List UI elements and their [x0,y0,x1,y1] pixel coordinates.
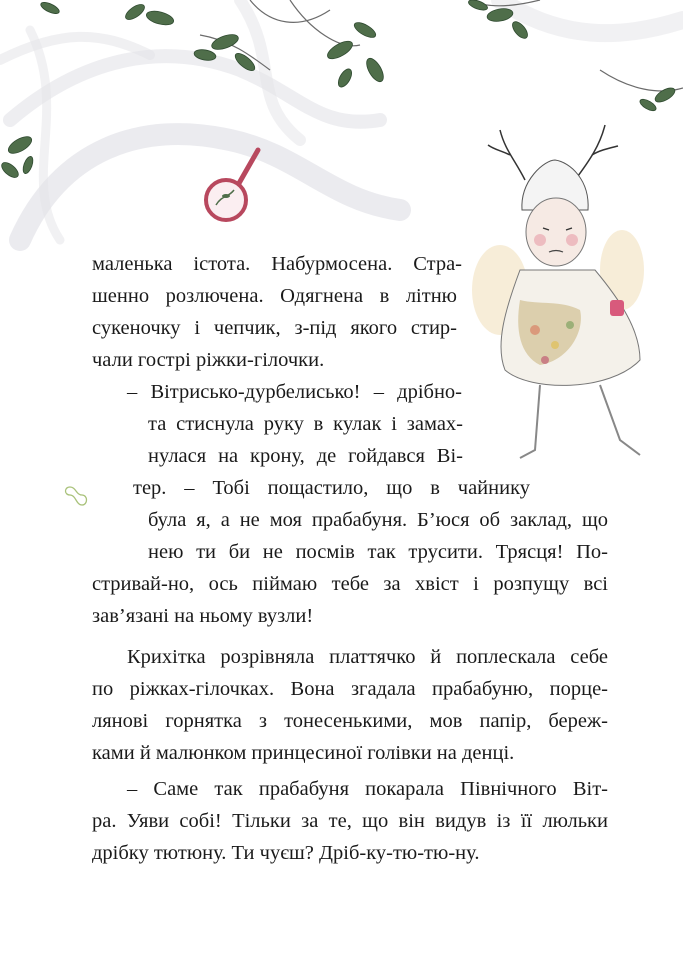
text-line: тер. – Тобі пощастило, що в чайнику [133,477,530,499]
text-line: нулася на крону, де гойдався Ві- [148,445,463,467]
text-line: сукеночку і чепчик, з-під якого стир- [92,317,457,339]
text-line: та стиснула руку в кулак і замах- [148,413,463,435]
text-line: Крихітка розрівняла платтячко й поплескала себе [127,646,608,668]
text-line: ками й малюнком принцесиної голівки на денці. [92,742,515,764]
text-line: по ріжках-гілочках. Вона згадала прабабуню, порце- [92,678,608,700]
text-line: зав’язані на ньому вузли! [92,605,314,627]
text-line: стривай-но, ось піймаю тебе за хвіст і розпущу всі [92,573,608,595]
text-line: – Вітрисько-дурбелисько! – дрібно- [127,381,462,403]
text-line: чали гострі ріжки-гілочки. [92,349,325,371]
page-ornament-icon [62,483,92,509]
text-line: була я, а не моя прабабуня. Б’юся об заклад, що [148,509,608,531]
text-line: маленька істота. Набурмосена. Стра- [92,253,462,275]
text-line: лянові горнятка з тонесенькими, мов папір, береж- [92,710,608,732]
text-line: дрібку тютюну. Ти чуєш? Дріб-ку-тю-тю-ну. [92,842,480,864]
text-line: нею ти би не посмів так трусити. Трясця! По- [148,541,608,563]
text-line: шенно розлючена. Одягнена в літню [92,285,457,307]
text-line: – Саме так прабабуня покарала Північного Віт- [127,778,608,800]
text-line: ра. Уяви собі! Тільки за те, що він видув із її люльки [92,810,608,832]
